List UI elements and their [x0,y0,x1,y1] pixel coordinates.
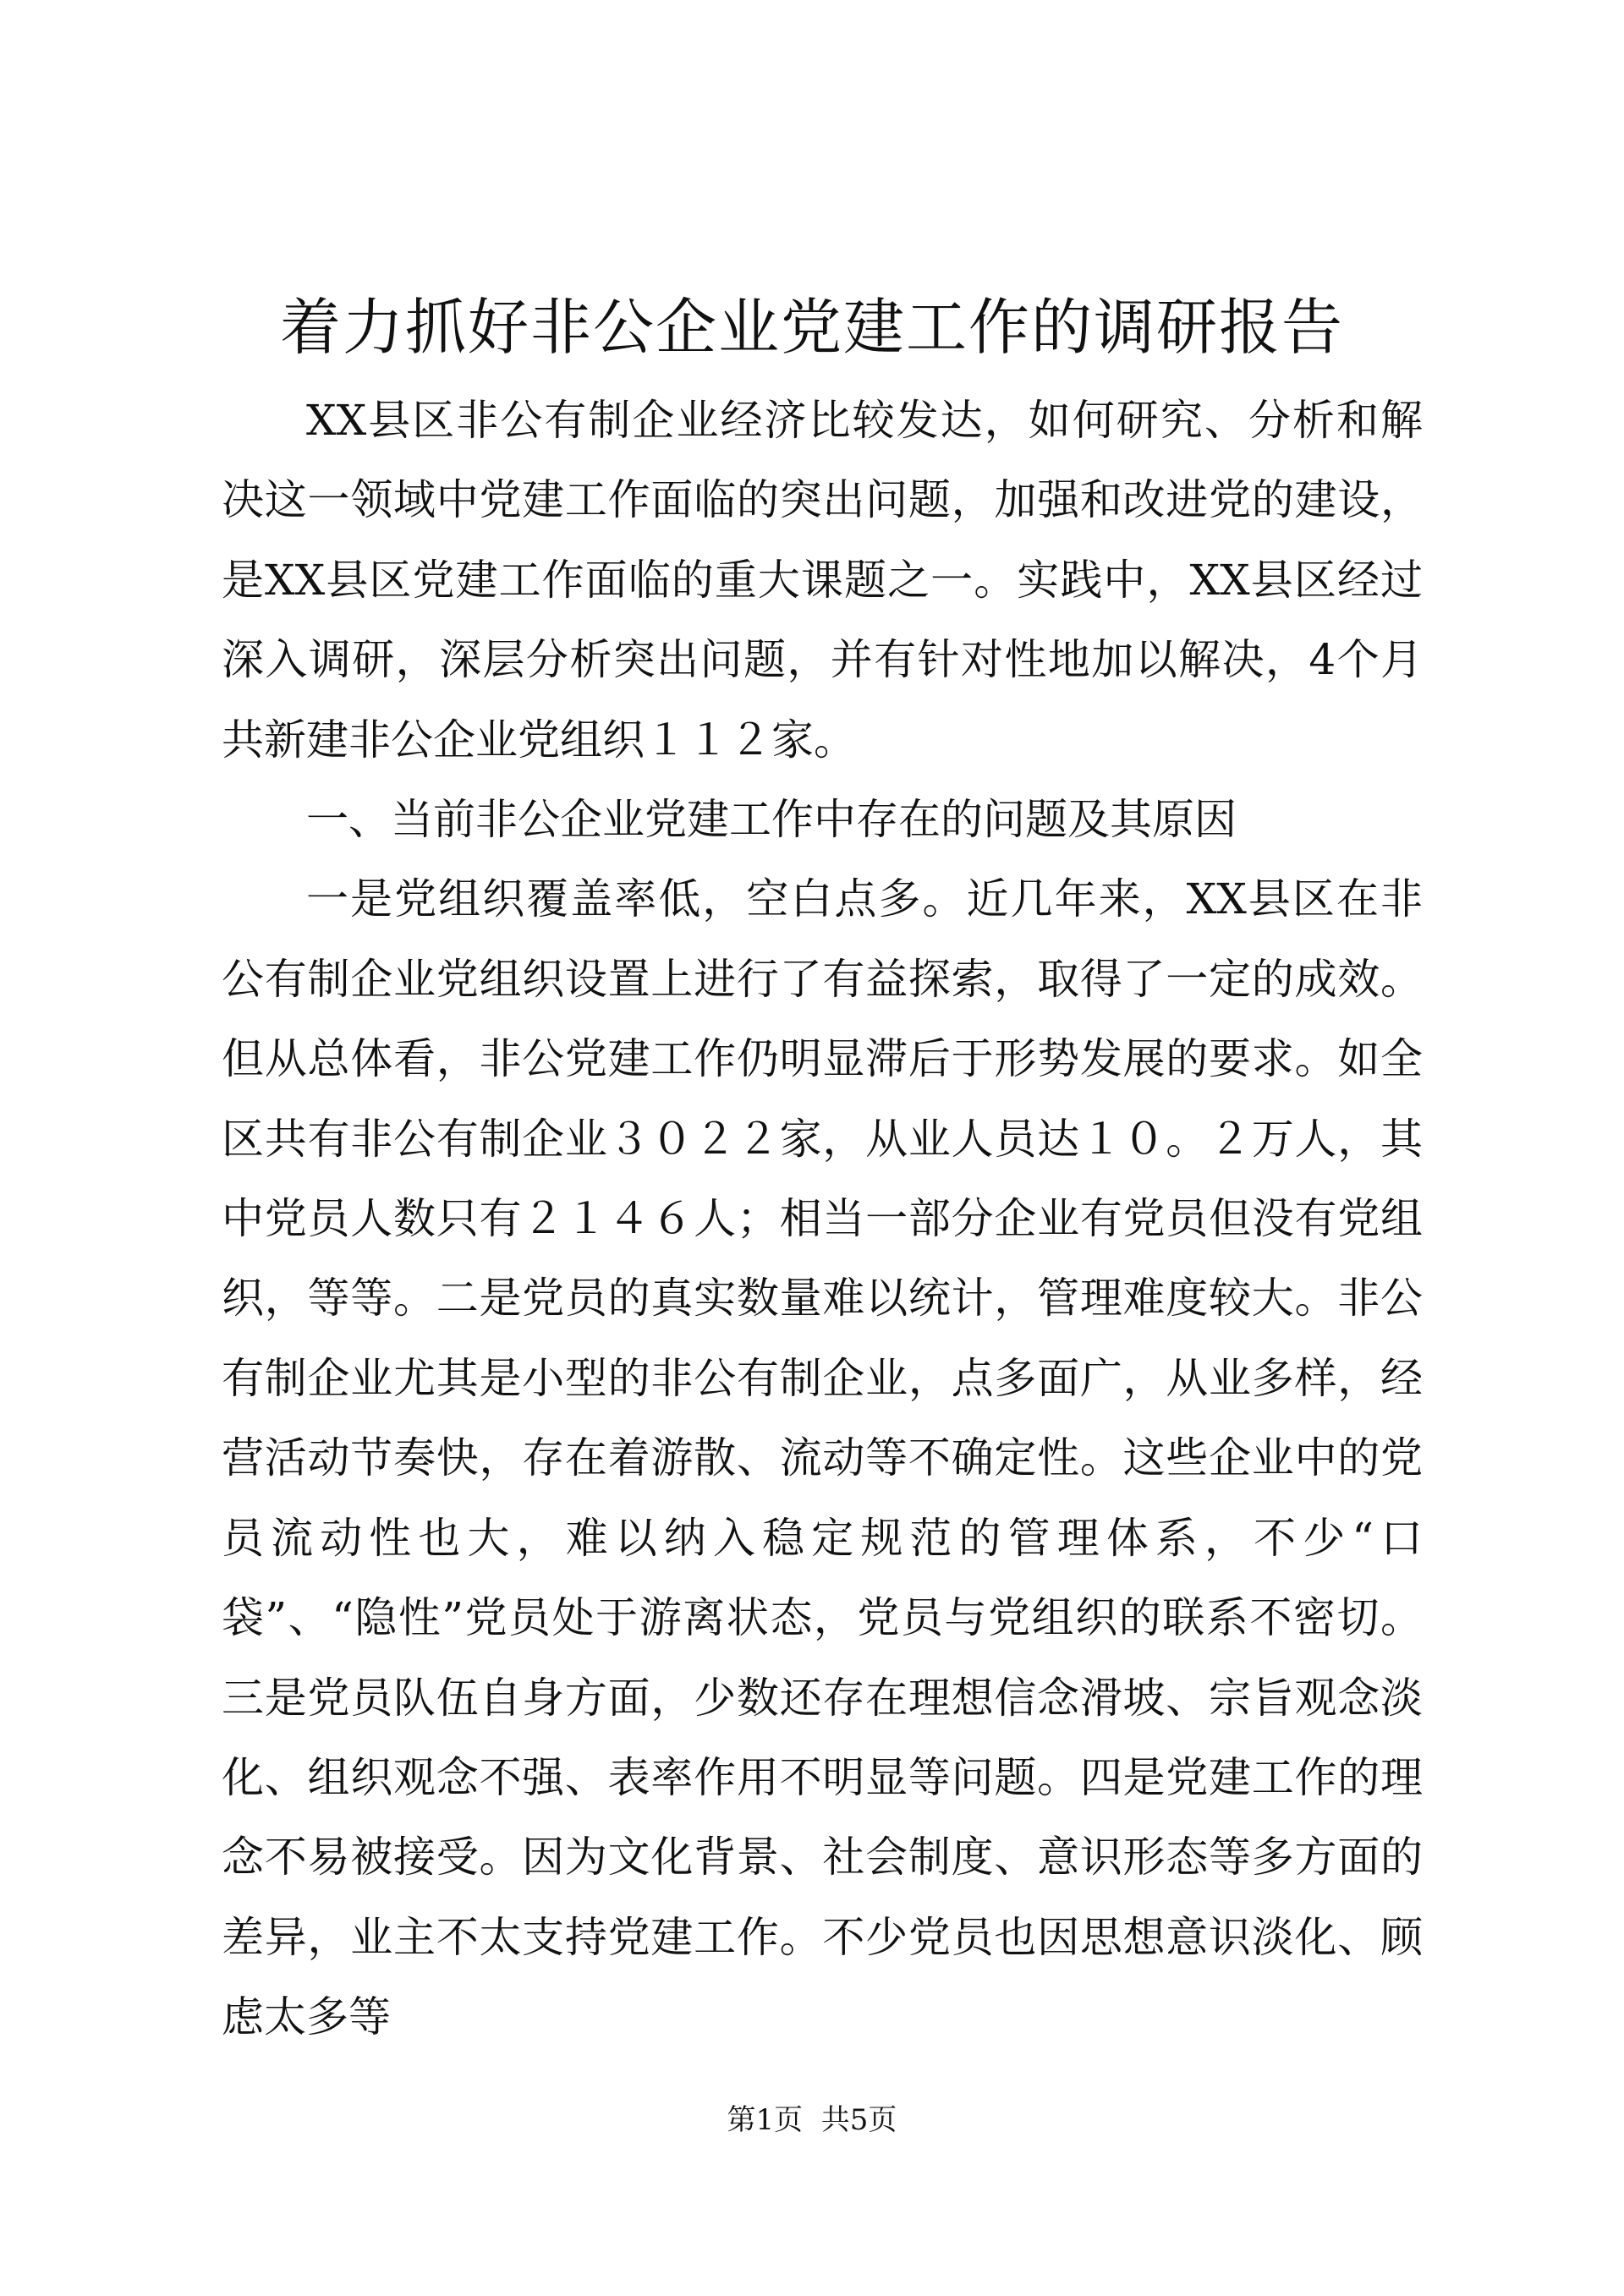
page-footer [0,2101,1624,2139]
document-body [222,381,1423,2058]
paragraph-intro: XX县区非公有制企业经济比较发达，如何研究、分析和解决这一领域中党建工作面临的突出问题，加强和改进党的建设，是XX县区党建工作面临的重大课题之一。实践中，XX县区经过深入调研，深层分析突出问题，并有针对性地加以解决，4个月共新建非公企业党组织１１２家。 [222,396,1423,764]
document-title: 着力抓好非公企业党建工作的调研报告 [279,292,1344,363]
page-number: 第1页 共5页 [727,2103,897,2137]
section-heading: 一、当前非公企业党建工作中存在的问题及其原因 [306,795,1237,845]
paragraph-problems: 一是党组织覆盖率低，空白点多。近几年来，XX县区在非公有制企业党组织设置上进行了有益探索，取得了一定的成效。但从总体看，非公党建工作仍明显滞后于形势发展的要求。如全区共有非公有制企业３０２２家，从业人员达１０。２万人，其中党员人数只有２１４６人；相当一部分企业有党员但没有党组织，等等。二是党员的真实数量难以统计，管理难度较大。非公有制企业尤其是小型的非公有制企业，点多面广，从业多样，经营活动节奏快，存在着游散、流动等不确定性。这些企业中的党员流动性也大，难以纳入稳定规范的管理体系，不少“口袋”、“隐性”党员处于游离状态，党员与党组织的联系不密切。三是党员队伍自身方面，少数还存在理想信念滑坡、宗旨观念淡化、组织观念不强、表率作用不明显等问题。四是党建工作的理念不易被接受。因为文化背景、社会制度、意识形态等多方面的差异，业主不太支持党建工作。不少党员也因思想意识淡化、顾虑太多等 [222,874,1423,2042]
